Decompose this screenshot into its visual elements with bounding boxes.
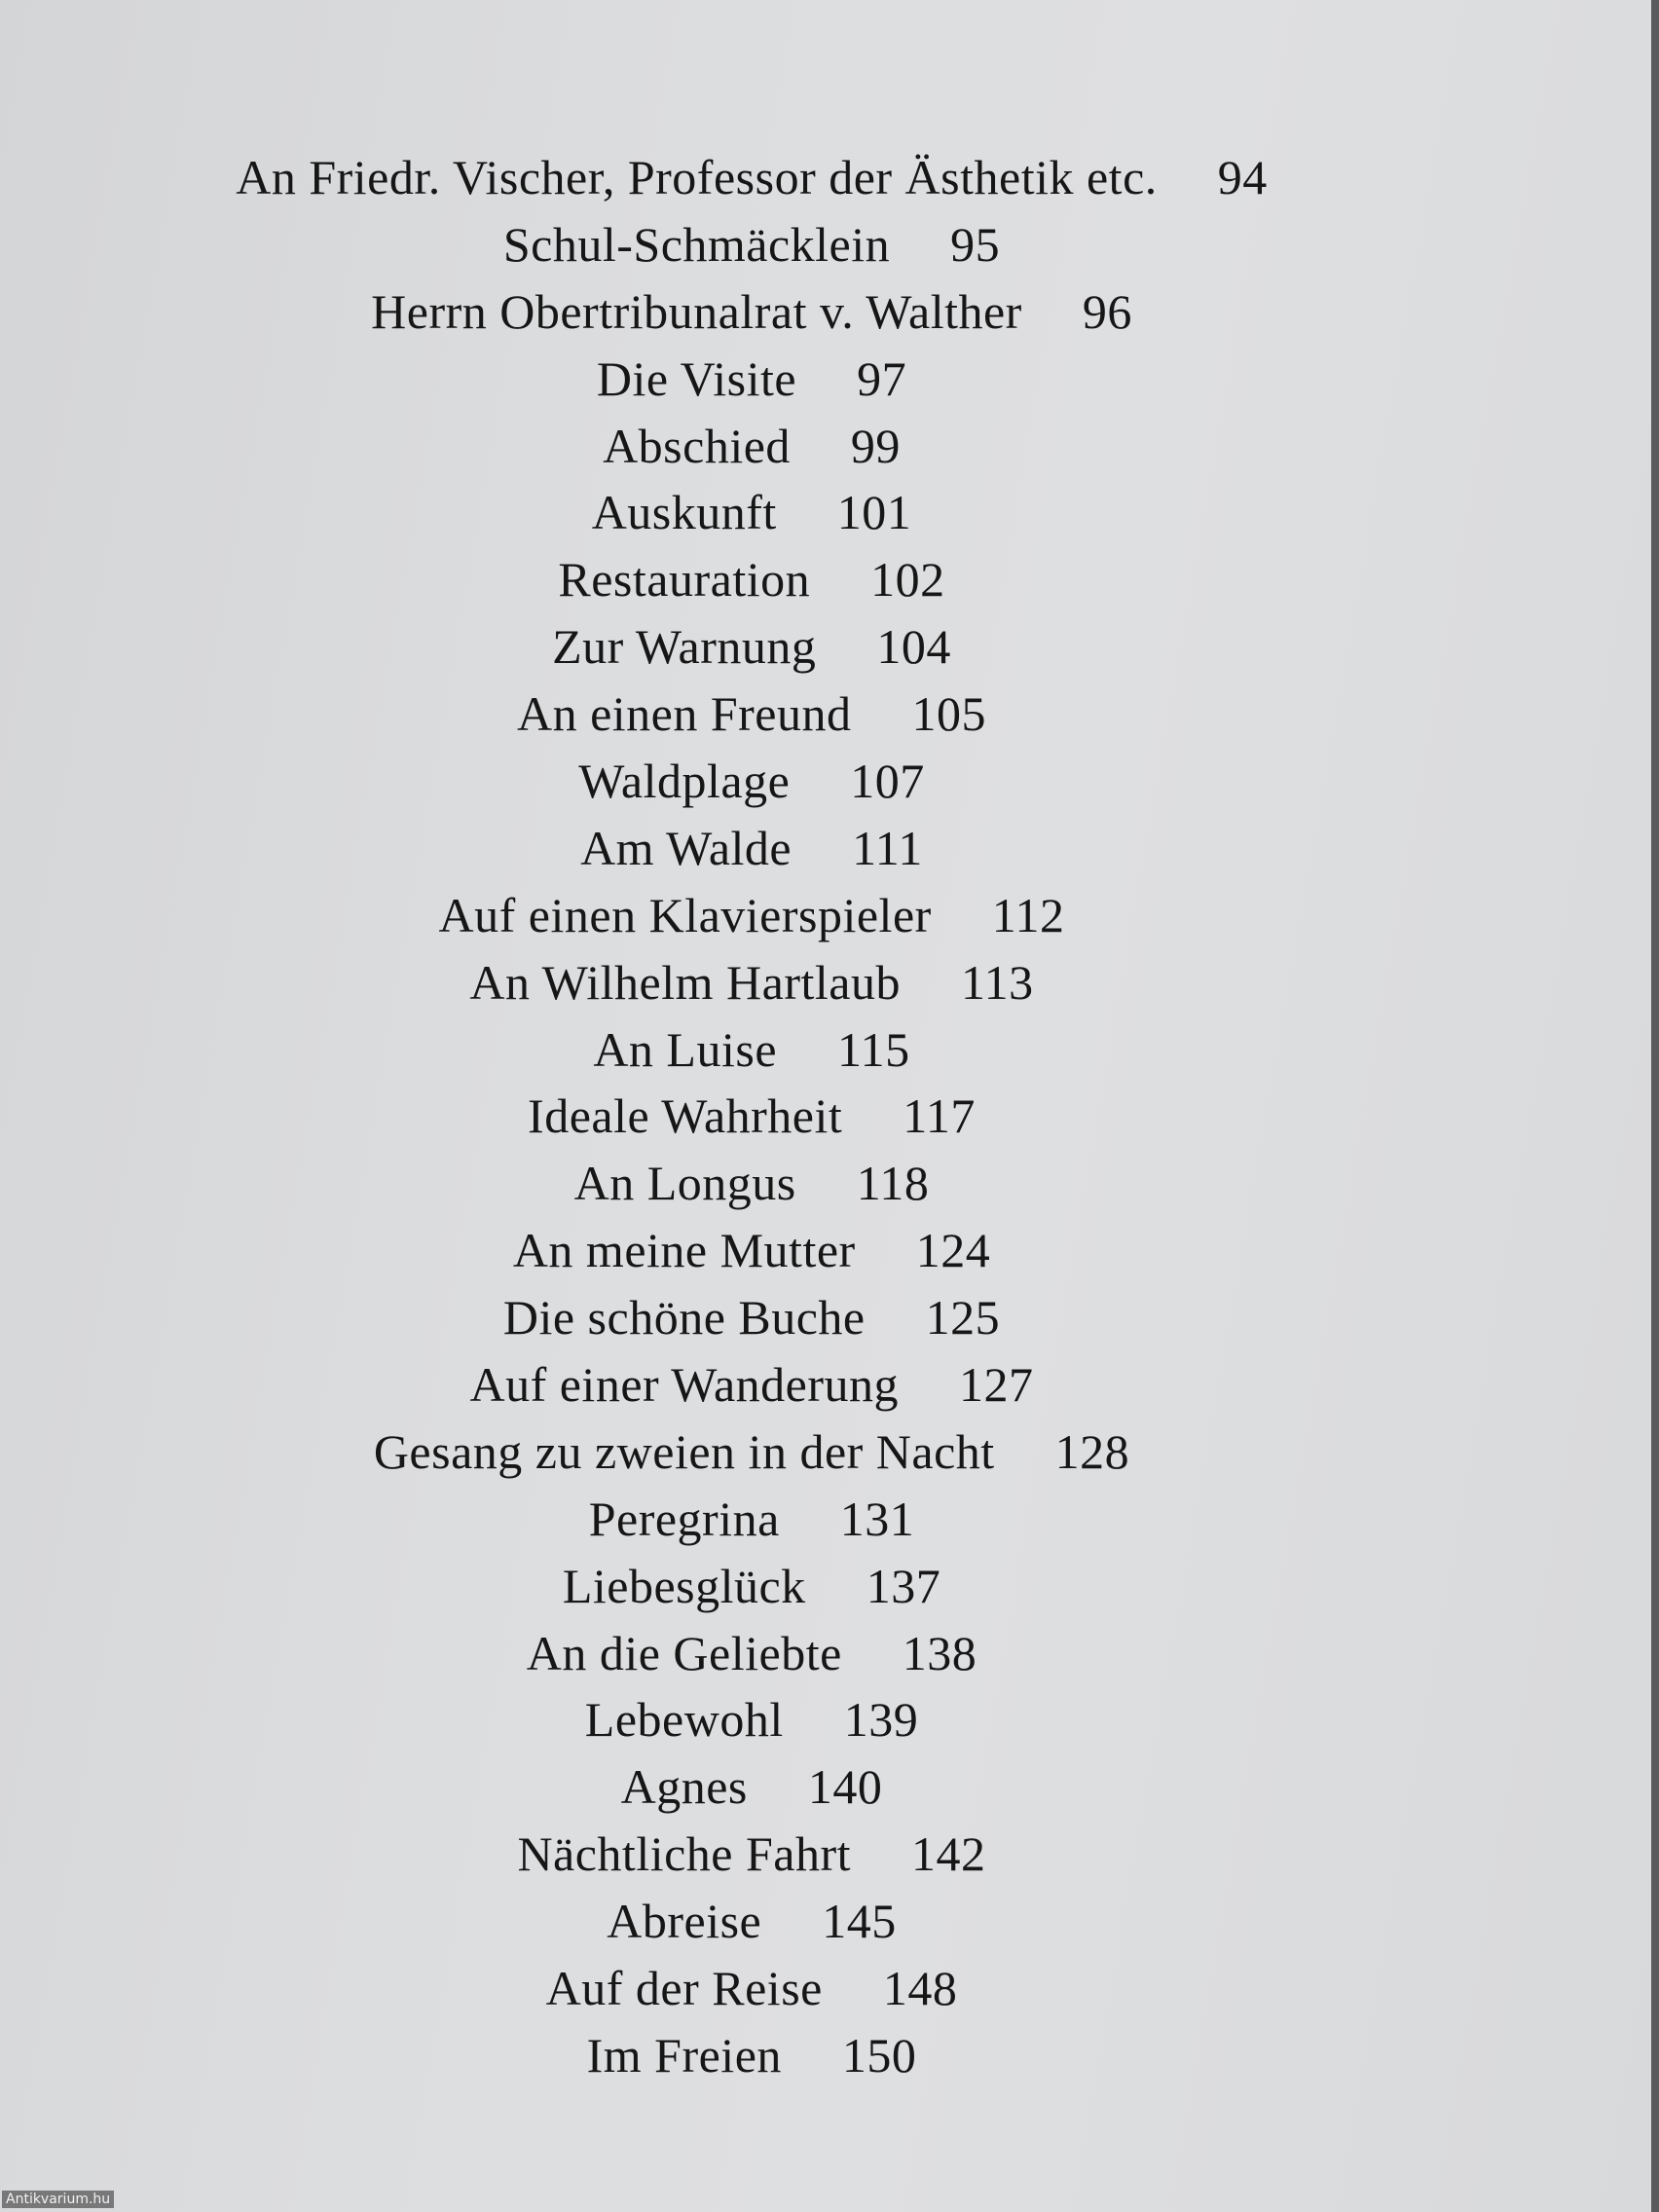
toc-entry	[0, 144, 1503, 211]
toc-entry-title: Zur Warnung	[552, 619, 817, 675]
toc-entry	[0, 681, 1503, 748]
toc-entry-page-number: 102	[870, 552, 945, 608]
toc-entry-page-number: 97	[857, 350, 907, 406]
toc-entry-title: Herrn Obertribunalrat v. Walther	[371, 283, 1022, 339]
toc-entry	[0, 278, 1503, 346]
toc-entry-title: Lebewohl	[584, 1692, 784, 1748]
toc-entry	[0, 346, 1503, 413]
toc-entry-page-number: 137	[866, 1558, 941, 1613]
toc-entry-page-number: 138	[902, 1625, 977, 1680]
toc-entry	[0, 413, 1503, 480]
toc-entry-page-number: 101	[836, 485, 912, 540]
toc-entry-title: An Friedr. Vischer, Professor der Ästhetik etc.	[236, 150, 1158, 204]
toc-entry	[0, 1686, 1503, 1753]
toc-entry	[0, 1016, 1503, 1084]
toc-entry-title: Agnes	[620, 1759, 748, 1815]
toc-entry-page-number: 125	[925, 1290, 1001, 1346]
toc-entry	[0, 1620, 1503, 1687]
toc-entry	[0, 546, 1503, 613]
toc-entry-title: Auf einer Wanderung	[469, 1357, 899, 1413]
toc-entry	[0, 1351, 1503, 1419]
toc-entry-title: Peregrina	[588, 1491, 780, 1546]
toc-entry-title: Nächtliche Fahrt	[517, 1826, 852, 1882]
toc-entry-page-number: 127	[959, 1357, 1034, 1413]
toc-entry-page-number: 107	[850, 754, 925, 809]
toc-entry-title: Die schöne Buche	[502, 1290, 866, 1346]
toc-entry-page-number: 112	[991, 887, 1065, 942]
toc-entry-page-number: 113	[960, 954, 1034, 1010]
toc-entry-title: Restauration	[558, 552, 811, 608]
watermark: Antikvarium.hu	[2, 2191, 114, 2208]
toc-entry	[0, 1419, 1503, 1486]
toc-entry-page-number: 118	[856, 1156, 930, 1211]
toc-entry-title: Gesang zu zweien in der Nacht	[373, 1423, 995, 1479]
toc-entry	[0, 613, 1503, 681]
toc-entry-page-number: 131	[839, 1491, 915, 1546]
toc-entry-page-number: 96	[1082, 283, 1132, 339]
toc-entry	[0, 1217, 1503, 1284]
toc-entry-title: An Luise	[593, 1021, 778, 1077]
toc-entry-title: Liebesglück	[562, 1558, 806, 1613]
toc-entry-page-number: 104	[876, 619, 951, 675]
toc-entry-page-number: 128	[1054, 1423, 1130, 1479]
toc-entry-title: An Wilhelm Hartlaub	[469, 954, 901, 1010]
toc-entry	[0, 2022, 1503, 2089]
toc-entry	[0, 479, 1503, 546]
toc-entry-page-number: 115	[837, 1021, 910, 1077]
toc-entry-title: An die Geliebte	[526, 1625, 842, 1680]
toc-entry-title: An meine Mutter	[512, 1223, 856, 1278]
toc-entry	[0, 748, 1503, 815]
toc-entry	[0, 1150, 1503, 1217]
toc-entry-title: Auf einen Klavierspieler	[438, 887, 932, 942]
toc-entry	[0, 815, 1503, 882]
toc-entry-title: Die Visite	[596, 350, 797, 406]
page-edge-shadow	[1651, 0, 1659, 2212]
toc-entry-page-number: 105	[911, 686, 987, 742]
toc-entry-title: Abreise	[607, 1894, 762, 1949]
toc-entry	[0, 1284, 1503, 1351]
toc-entry-page-number: 124	[915, 1223, 991, 1278]
toc-entry-page-number: 99	[850, 418, 901, 473]
toc-entry-page-number: 139	[843, 1692, 919, 1748]
toc-entry-title: Abschied	[603, 418, 791, 473]
toc-entry	[0, 1486, 1503, 1553]
toc-entry	[0, 1553, 1503, 1620]
toc-entry-title: Auskunft	[591, 485, 777, 540]
toc-entry-title: An Longus	[573, 1156, 796, 1211]
toc-entry-page-number: 111	[852, 820, 923, 875]
toc-entry-page-number: 150	[841, 2027, 917, 2083]
toc-entry-title: Auf der Reise	[545, 1961, 823, 2016]
toc-entry-title: Im Freien	[586, 2027, 782, 2083]
toc-entry-page-number: 148	[882, 1961, 958, 2016]
toc-entry-page-number: 95	[950, 216, 1001, 272]
toc-entry	[0, 882, 1503, 949]
toc-entry-title: Waldplage	[578, 754, 791, 809]
toc-entry-title: Am Walde	[580, 820, 793, 875]
toc-entry-page-number: 117	[903, 1088, 976, 1144]
toc-entry	[0, 1955, 1503, 2022]
toc-entry-page-number: 145	[822, 1894, 897, 1949]
toc-entry-title: Schul-Schmäcklein	[502, 216, 891, 272]
toc-entry	[0, 1888, 1503, 1955]
toc-entry-page-number: 94	[1217, 150, 1268, 204]
toc-entry-title: Ideale Wahrheit	[528, 1088, 843, 1144]
toc-entry	[0, 211, 1503, 278]
toc-entry	[0, 1821, 1503, 1888]
toc-entry	[0, 1753, 1503, 1821]
toc-entry	[0, 1083, 1503, 1150]
toc-entry-page-number: 140	[807, 1759, 883, 1815]
toc-entry	[0, 949, 1503, 1016]
table-of-contents	[0, 144, 1503, 2089]
toc-entry-title: An einen Freund	[516, 686, 852, 742]
toc-entry-page-number: 142	[911, 1826, 986, 1882]
